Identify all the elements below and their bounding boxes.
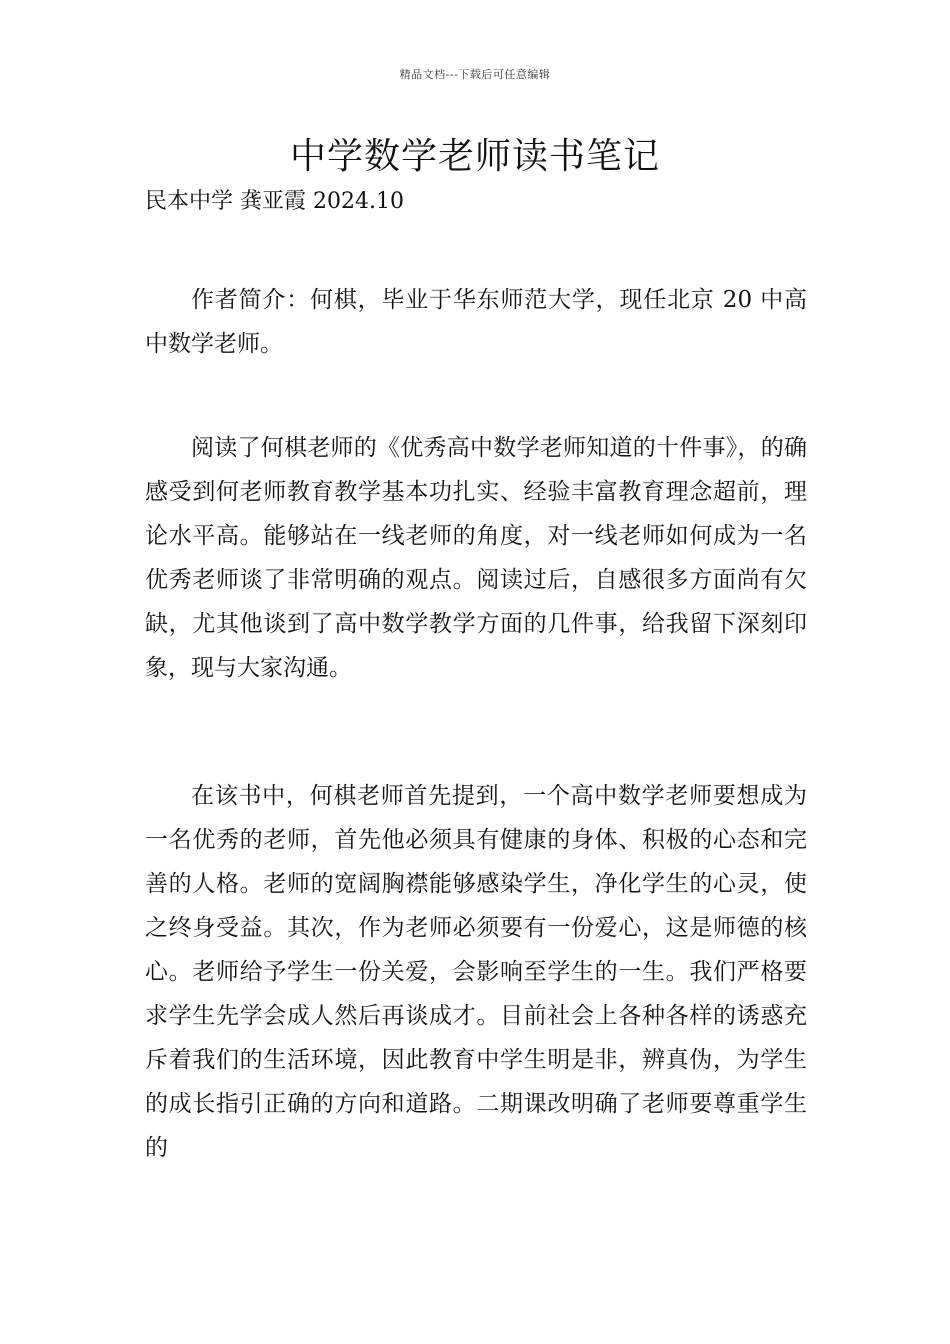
paragraph-author-intro: 作者简介：何棋，毕业于华东师范大学，现任北京 20 中高中数学老师。 [145, 287, 807, 357]
document-title: 中学数学老师读书笔记 [289, 136, 660, 177]
author-byline: 民本中学 龚亚霞 2024.10 [145, 189, 404, 214]
header-note: 精品文档---下载后可任意编辑 [399, 68, 551, 81]
paragraph-book-content: 在该书中，何棋老师首先提到，一个高中数学老师要想成为一名优秀的老师，首先他必须具有健康的身体、积极的心态和完善的人格。老师的宽阔胸襟能够感染学生，净化学生的心灵，使之终身受益。其次，作为老师必须要有一份爱心，这是师德的核心。老师给予学生一份关爱，会影响至学生的一生。我们严格要求学生先学会成人然后再谈成才。目前社会上各种各样的诱惑充斥着我们的生活环境，因此教育中学生明是非，辨真伪，为学生的成长指引正确的方向和道路。二期课改明确了老师要尊重学生的 [145, 783, 807, 1161]
paragraph-reading-impression: 阅读了何棋老师的《优秀高中数学老师知道的十件事》，的确感受到何老师教育教学基本功扎实、经验丰富教育理念超前，理论水平高。能够站在一线老师的角度，对一线老师如何成为一名优秀老师谈了非常明确的观点。阅读过后，自感很多方面尚有欠缺，尤其他谈到了高中数学教学方面的几件事，给我留下深刻印象，现与大家沟通。 [145, 435, 807, 681]
